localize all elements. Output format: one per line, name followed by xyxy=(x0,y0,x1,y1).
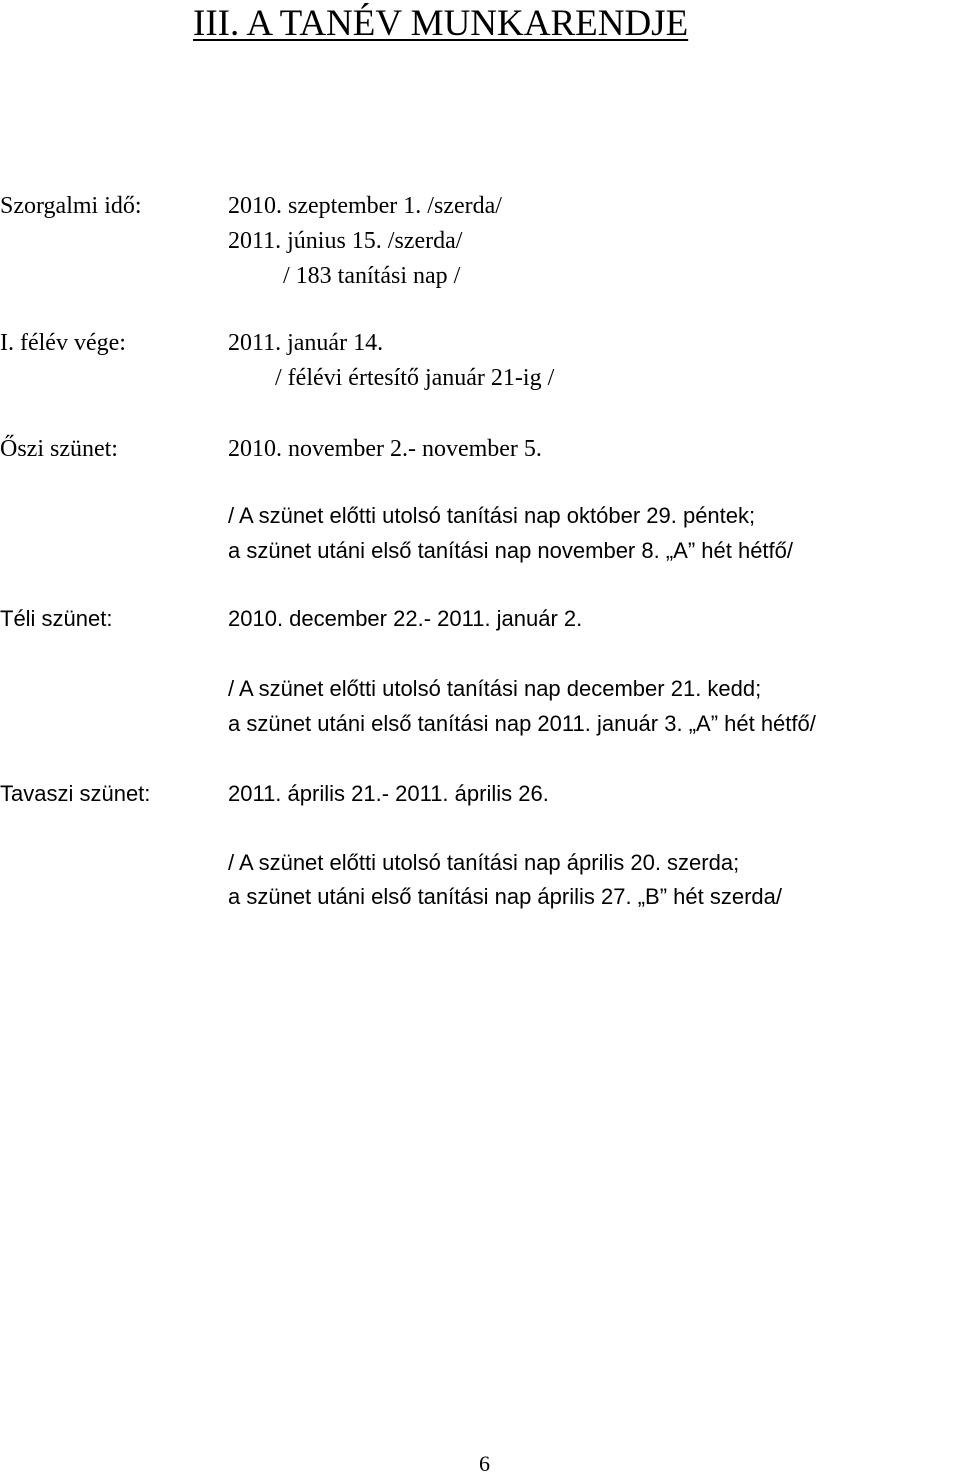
teli-note-before: / A szünet előtti utolsó tanítási nap december 21. kedd; xyxy=(228,676,762,701)
felev-label: I. félév vége: xyxy=(0,330,126,356)
tavaszi-note-before: / A szünet előtti utolsó tanítási nap április 20. szerda; xyxy=(228,850,740,875)
oszi-note-before: / A szünet előtti utolsó tanítási nap október 29. péntek; xyxy=(228,503,756,528)
tavaszi-note-after: a szünet utáni első tanítási nap április 27. „B” hét szerda/ xyxy=(228,884,782,909)
page-number: 6 xyxy=(479,1451,490,1476)
tavaszi-label: Tavaszi szünet: xyxy=(0,781,151,806)
page-title: III. A TANÉV MUNKARENDJE xyxy=(193,3,689,44)
teli-label: Téli szünet: xyxy=(0,606,113,631)
felev-date: 2011. január 14. xyxy=(228,330,384,356)
szorgalmi-start: 2010. szeptember 1. /szerda/ xyxy=(228,193,502,219)
szorgalmi-days: / 183 tanítási nap / xyxy=(283,263,461,289)
szorgalmi-label: Szorgalmi idő: xyxy=(0,193,142,219)
felev-note: / félévi értesítő január 21-ig / xyxy=(275,365,555,391)
tavaszi-dates: 2011. április 21.- 2011. április 26. xyxy=(228,781,549,806)
oszi-dates: 2010. november 2.- november 5. xyxy=(228,436,542,462)
oszi-note-after: a szünet utáni első tanítási nap november 8. „A” hét hétfő/ xyxy=(228,538,794,563)
teli-note-after: a szünet utáni első tanítási nap 2011. január 3. „A” hét hétfő/ xyxy=(228,711,816,736)
oszi-label: Őszi szünet: xyxy=(0,436,118,462)
szorgalmi-end: 2011. június 15. /szerda/ xyxy=(228,228,463,254)
teli-dates: 2010. december 22.- 2011. január 2. xyxy=(228,606,583,631)
